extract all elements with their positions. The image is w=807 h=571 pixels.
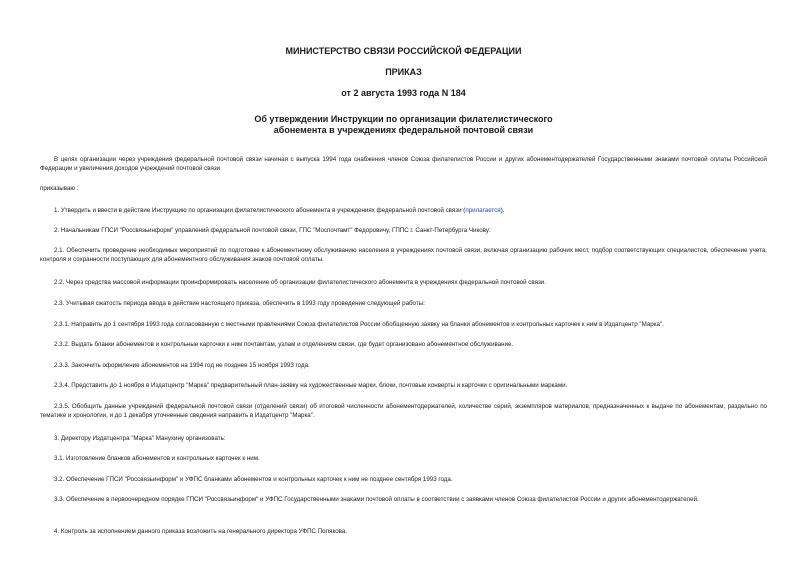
paragraph-3-3: 3.3. Обеспечение в первоочередном порядке ГПСИ "Россвязьинформ" и УФПС Государственными знаками почтовой оплаты в соответствии с заявками членов Союза филателистов России и других абонементодержателей. <box>54 496 699 503</box>
subject-title <box>0 114 807 136</box>
paragraph-3-1: 3.1. Изготовление бланков абонементов и контрольных карточек к ним. <box>54 455 260 462</box>
paragraph-2-3-1: 2.3.1. Направить до 1 сентября 1993 года согласованную с местными правлениями Союза филателистов России обобщенную заявку на бланки абонементов и контрольных карточек к ним в Издатцентр "Марка". <box>54 321 664 328</box>
paragraph-2-3: 2.3. Учитывая сжатость периода ввода в действие настоящего приказа, обеспечить в 1993 году проведение следующей работы: <box>54 300 425 307</box>
paragraph-2-3-5: 2.3.5. Обобщить данные учреждений федеральной почтовой связи (отделений связи) об итоговой численности абонементодержателей, количестве серий, экземпляров материалов, предназначенных к выдаче по абонементам, раздельно по тематике и хронологии, и до 1 декабря уточненные сведения направить в Издатцентр "Марка". <box>40 403 767 419</box>
appendix-link[interactable]: прилагается <box>465 207 501 214</box>
paragraph-2-3-4: 2.3.4. Представить до 1 ноября в Издатцентр "Марка" предварительный план-заявку на художественные марки, блоки, почтовые конверты и карточки с оригинальными марками. <box>54 382 568 389</box>
paragraph-3-2: 3.2. Обеспечение ГПСИ "Россвязьинформ" и УФПС бланками абонементов и контрольных карточек к ним не позднее сентября 1993 года. <box>54 476 453 483</box>
paragraph-4: 4. Контроль за исполнением данного приказа возложить на генерального директора УФПС Полякова. <box>54 528 348 535</box>
order-word: приказываю : <box>40 185 79 192</box>
paragraph-1-text: 1. Утвердить и ввести в действие Инструкцию по организации филателистического абонемента в учреждениях федеральной почтовой связи ( <box>54 207 466 214</box>
paragraph-1-end: ). <box>500 207 505 214</box>
paragraph-2: 2. Начальникам ГПСИ "Россвязьинформ" управлений федеральной почтовой связи, ГПС "Моспочтамт" Федоровичу, ГППС г. Санкт-Петербурга Чикову: <box>54 227 491 234</box>
paragraph-3: 3. Директору Издатцентра "Марка" Манухину организовать: <box>54 435 226 442</box>
date-number-heading: от 2 августа 1993 года N 184 <box>341 88 466 98</box>
paragraph-1 <box>40 206 767 215</box>
paragraph-2-2: 2.2. Через средства массовой информации проинформировать население об организации филателистического абонемента в учреждениях федеральной почтовой связи. <box>54 279 546 286</box>
preamble-paragraph: В целях организации через учреждения федеральной почтовой связи начиная с выпуска 1994 года снабжения членов Союза филателистов России и других абонементодержателей Государственными знаками почтовой оплаты Российской Федерации и увеличения доходов учреждений почтовой связи <box>40 156 767 172</box>
subject-line-1: Об утверждении Инструкции по организации филателистического <box>254 114 553 124</box>
paragraph-2-3-3: 2.3.3. Закончить оформление абонементов на 1994 год не позднее 15 ноября 1993 года. <box>54 362 310 369</box>
subject-line-2: абонемента в учреждениях федеральной почтовой связи <box>273 125 534 135</box>
ministry-heading: МИНИСТЕРСТВО СВЯЗИ РОССИЙСКОЙ ФЕДЕРАЦИИ <box>285 46 522 56</box>
doc-type-heading: ПРИКАЗ <box>385 67 422 77</box>
paragraph-2-3-2: 2.3.2. Выдать бланки абонементов и контрольные карточки к ним почтамтам, узлам и отделениям связи, где будет организовано абонементное обслуживание. <box>54 341 514 348</box>
paragraph-2-1: 2.1. Обеспечить проведение необходимых мероприятий по подготовке к абонементному обслуживанию населения в учреждениях почтовой связи, включая организацию рабочих мест, подбор соответствующих специалистов, обеспечение учета, контроля и сохранности поступающих для абонементного обслуживания знаков почтовой оплаты. <box>40 247 767 263</box>
